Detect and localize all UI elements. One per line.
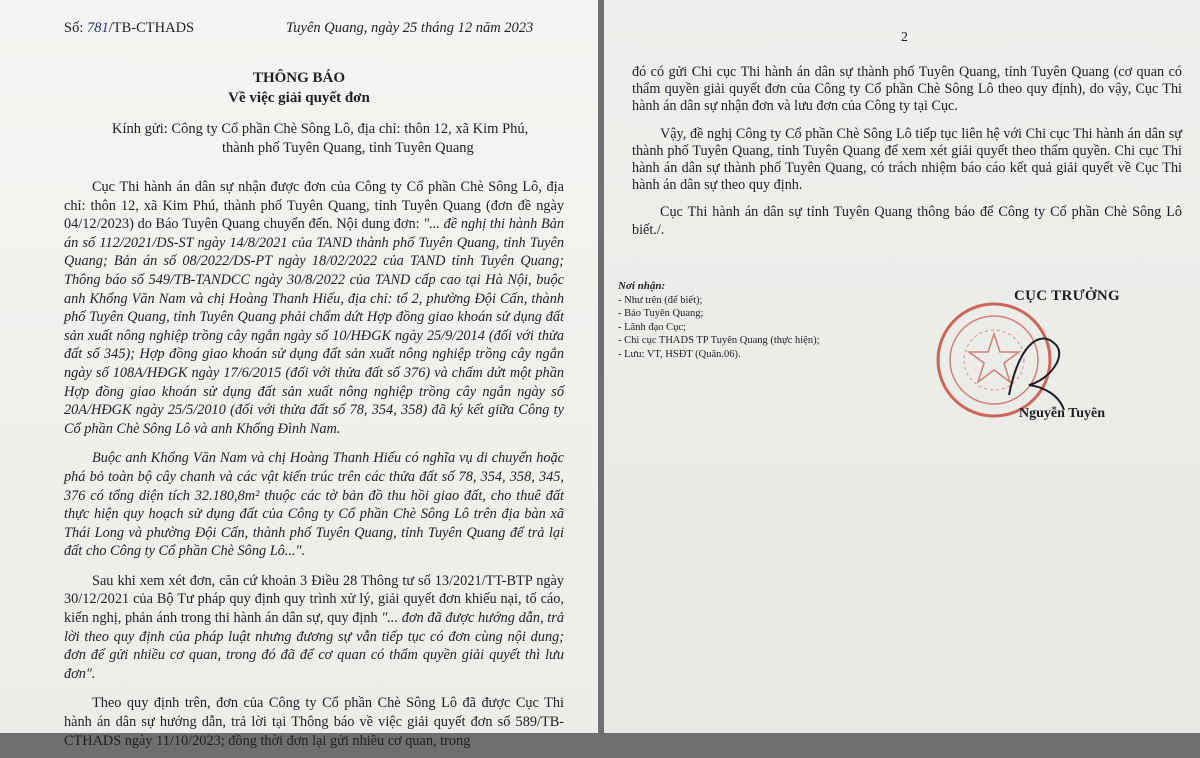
recipient-line-2: thành phố Tuyên Quang, tỉnh Tuyên Quang — [222, 140, 474, 156]
document-body-page-2 — [632, 64, 1182, 249]
recipient-item: - Chi cục THADS TP Tuyên Quang (thực hiện); — [618, 335, 820, 347]
document-page-2 — [604, 0, 1200, 733]
recipient-item: - Lãnh đạo Cục; — [618, 321, 686, 333]
paragraph: Vậy, đề nghị Công ty Cổ phần Chè Sông Lô tiếp tục liên hệ với Chi cục Thi hành án dân sự thành phố Tuyên Quang, tỉnh Tuyên Quang để xem xét giải quyết theo thẩm quyền. Chi cục Thi hành án dân sự thành phố Tuyên Quang, có trách nhiệm báo cáo kết quả giải quyết về Cục Thi hành án dân sự theo quy định. — [632, 125, 1182, 194]
handwritten-number: 781 — [86, 20, 109, 36]
signer-name: Nguyễn Tuyên — [1019, 406, 1105, 421]
document-page-1 — [0, 0, 598, 749]
recipient-item: - Như trên (để biết); — [618, 294, 703, 306]
document-number: Số: 781/TB-CTHADS — [64, 20, 195, 36]
document-title-block — [0, 68, 598, 108]
recipient-item: - Báo Tuyên Quang; — [618, 308, 704, 320]
document-title: THÔNG BÁO — [252, 70, 346, 86]
paragraph: Theo quy định trên, đơn của Công ty Cổ phần Chè Sông Lô đã được Cục Thi hành án dân sự hướng dẫn, trả lời tại Thông báo về việc giải quyết đơn số 589/TB-CTHADS ngày 11/10/2023; đồng thời đơn lại gửi nhiều cơ quan, trong — [64, 695, 564, 749]
paragraph: Buộc anh Khổng Văn Nam và chị Hoàng Thanh Hiếu có nghĩa vụ di chuyển hoặc phá bỏ toàn bộ cây chanh và các vật kiến trúc trên các thửa đất số 78, 354, 358, 345, 376 có tổng diện tích 32.180,8m² thuộc các tờ bản đồ thu hồi giao đất, cho thuê đất thực hiện quy hoạch sử dụng đất của Công ty Cổ phần Chè Sông Lô trên địa bàn xã Thái Long và phường Đội Cấn, thành phố Tuyên Quang, tỉnh Tuyên Quang để trả lại đất cho Công ty Cổ phần Chè Sông Lô...". — [64, 450, 564, 560]
recipient-line-1: Kính gửi: Công ty Cổ phần Chè Sông Lô, địa chỉ: thôn 12, xã Kim Phú, — [112, 121, 529, 137]
paragraph: Cục Thi hành án dân sự nhận được đơn của Công ty Cổ phần Chè Sông Lô, địa chỉ: thôn 12, xã Kim Phú, thành phố Tuyên Quang, tỉnh Tuyên Quang (đơn đề ngày 04/12/2023) do Báo Tuyên Quang chuyển đến. Nội dung đơn: "... đề nghị thi hành Bản án số 112/2021/DS-ST ngày 14/8/2021 của TAND thành phố Tuyên Quang, tỉnh Tuyên Quang; Bản án số 08/2022/DS-PT ngày 18/02/2022 của TAND tỉnh Tuyên Quang; Thông báo số 549/TB-TANDCC ngày 30/8/2022 của TAND cấp cao tại Hà Nội, buộc anh Khổng Văn Nam và chị Hoàng Thanh Hiếu, địa chỉ: tổ 2, phường Đội Cấn, thành phố Tuyên Quang, tỉnh Tuyên Quang phải chấm dứt Hợp đồng giao khoán sử dụng đất sản xuất nông nghiệp trồng cây ngắn ngày số 10/HĐGK ngày 25/9/2014 (đối với thửa đất số 345); Hợp đồng giao khoán sử dụng đất sản xuất nông nghiệp trồng cây ngắn ngày số 108A/HĐGK ngày 17/6/2015 (đối với thửa đất số 376) và chấm dứt một phần Hợp đồng giao khoán sử dụng đất sản xuất nông nghiệp trồng cây ngắn ngày số 20A/HĐGK ngày 25/5/2010 (đối với thửa đất số 78, 354, 358) đã ký kết giữa Công ty Cổ phần Chè Sông Lô và anh Khổng Đình Nam. — [64, 179, 564, 437]
recipients-list — [618, 280, 918, 362]
document-date: Tuyên Quang, ngày 25 tháng 12 năm 2023 — [286, 20, 534, 36]
paragraph: đó có gửi Chi cục Thi hành án dân sự thành phố Tuyên Quang, tỉnh Tuyên Quang (cơ quan có thẩm quyền giải quyết đơn của Công ty Cổ phần Chè Sông Lô theo quy định), do vậy, Cục Thi hành án dân sự nhận đơn và lưu đơn của Công ty tại Cục. — [632, 64, 1182, 115]
paragraph: Cục Thi hành án dân sự tỉnh Tuyên Quang thông báo để Công ty Cổ phần Chè Sông Lô biết./. — [632, 204, 1182, 238]
paragraph: Sau khi xem xét đơn, căn cứ khoản 3 Điều 28 Thông tư số 13/2021/TT-BTP ngày 30/12/2021 của Bộ Tư pháp quy định quy trình xử lý, giải quyết đơn khiếu nại, tố cáo, kiến nghị, phản ánh trong thi hành án dân sự, quy định "... đơn đã được hướng dẫn, trả lời theo quy định của pháp luật nhưng đương sự vẫn tiếp tục có đơn cùng nội dung; đơn để gửi nhiều cơ quan, trong đó đã để cơ quan có thẩm quyền giải quyết thì lưu đơn". — [64, 572, 564, 682]
document-subtitle: Về việc giải quyết đơn — [228, 90, 370, 106]
signer-role: CỤC TRƯỞNG — [1014, 288, 1120, 304]
signature-icon — [999, 325, 1079, 415]
document-body-page-1 — [64, 178, 564, 758]
recipients-title: Nơi nhận: — [618, 280, 666, 292]
recipient-item: - Lưu: VT, HSĐT (Quân.06). — [618, 348, 741, 360]
recipient-block — [112, 120, 582, 158]
page-number: 2 — [901, 30, 908, 45]
